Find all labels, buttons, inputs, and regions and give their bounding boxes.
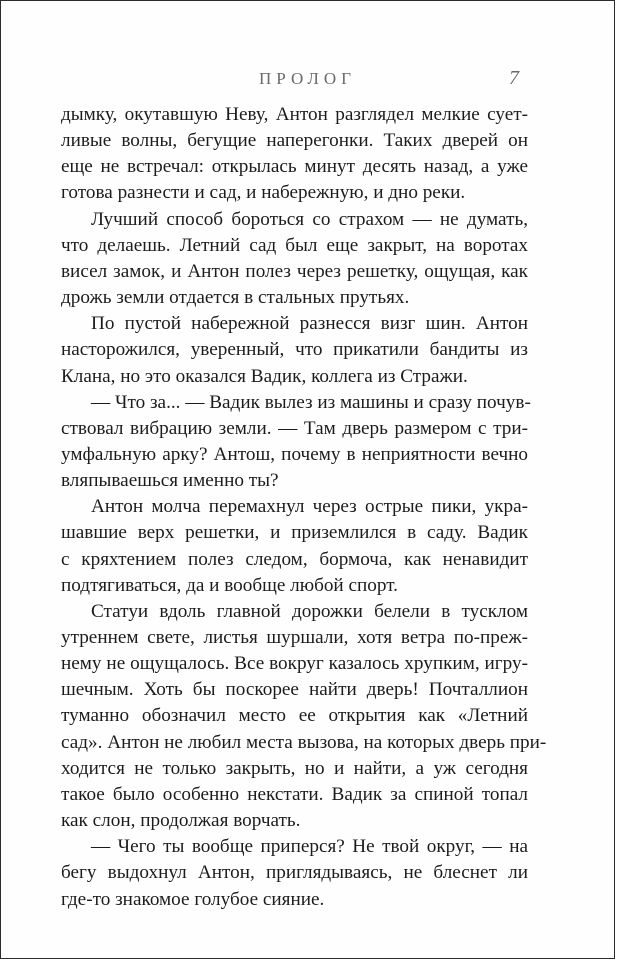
text-line: Антон молча перемахнул через острые пики, укра-	[91, 496, 528, 518]
text-line: как слон, продолжая ворчать.	[61, 810, 301, 832]
text-line: Лучший способ бороться со страхом — не думать,	[91, 208, 528, 230]
text-line: дрожь земли отдается в стальных прутьях.	[61, 287, 410, 309]
text-line: — Чего ты вообще приперся? Не твой округ, — на	[91, 836, 528, 858]
text-line: — Что за... — Вадик вылез из машины и сразу почув-	[91, 391, 531, 413]
text-line: нему не ощущалось. Все вокруг казалось хрупким, игру-	[61, 653, 528, 675]
text-line: умфальную арку? Антош, почему в неприятности вечно	[61, 443, 528, 465]
text-line: готова разнести и сад, и набережную, и дно реки.	[61, 182, 466, 204]
text-line: ствовал вибрацию земли. — Там дверь размером с три-	[61, 417, 528, 439]
text-line: дымку, окутавшую Неву, Антон разглядел мелкие сует-	[61, 104, 528, 125]
text-line: вляпываешься именно ты?	[61, 470, 279, 492]
text-line: насторожился, уверенный, что прикатили бандиты из	[61, 339, 528, 361]
text-line: подтягиваться, да и вообще любой спорт.	[61, 574, 398, 596]
text-line: бегу выдохнул Антон, приглядываясь, не блеснет ли	[61, 862, 528, 884]
text-line: шечным. Хоть бы поскорее найти дверь! Почталлион	[61, 679, 528, 701]
running-head-title: ПРОЛОГ	[259, 69, 357, 88]
text-line: ливые волны, бегущие наперегонки. Таких дверей он	[61, 130, 528, 152]
text-line: ходится не только закрыть, но и найти, а уж сегодня	[61, 757, 528, 779]
text-line: По пустой набережной разнесся визг шин. Антон	[91, 313, 528, 335]
text-line: Статуи вдоль главной дорожки белели в тусклом	[91, 600, 528, 622]
text-line: Клана, но это оказался Вадик, коллега из Стражи.	[61, 365, 468, 387]
text-line: сад». Антон не любил места вызова, на которых дверь при-	[61, 731, 547, 753]
text-line: еще не встречал: открылась минут десять назад, а уже	[61, 156, 528, 178]
text-line: где-то знакомое голубое сияние.	[61, 888, 325, 910]
text-line: такое было особенно некстати. Вадик за спиной топал	[61, 783, 528, 805]
text-line: утреннем свете, листья шуршали, хотя ветра по-преж-	[61, 627, 528, 648]
text-line: что делаешь. Летний сад был еще закрыт, на воротах	[61, 234, 528, 256]
page-number: 7	[509, 67, 519, 89]
text-line: с кряхтением полез следом, бормоча, как ненавидит	[61, 548, 528, 570]
text-line: шавшие верх решетки, и приземлился в саду. Вадик	[61, 522, 528, 544]
text-line: туманно обозначил место ее открытия как «Летний	[61, 705, 528, 727]
text-line: висел замок, и Антон полез через решетку, ощущая, как	[61, 260, 528, 282]
